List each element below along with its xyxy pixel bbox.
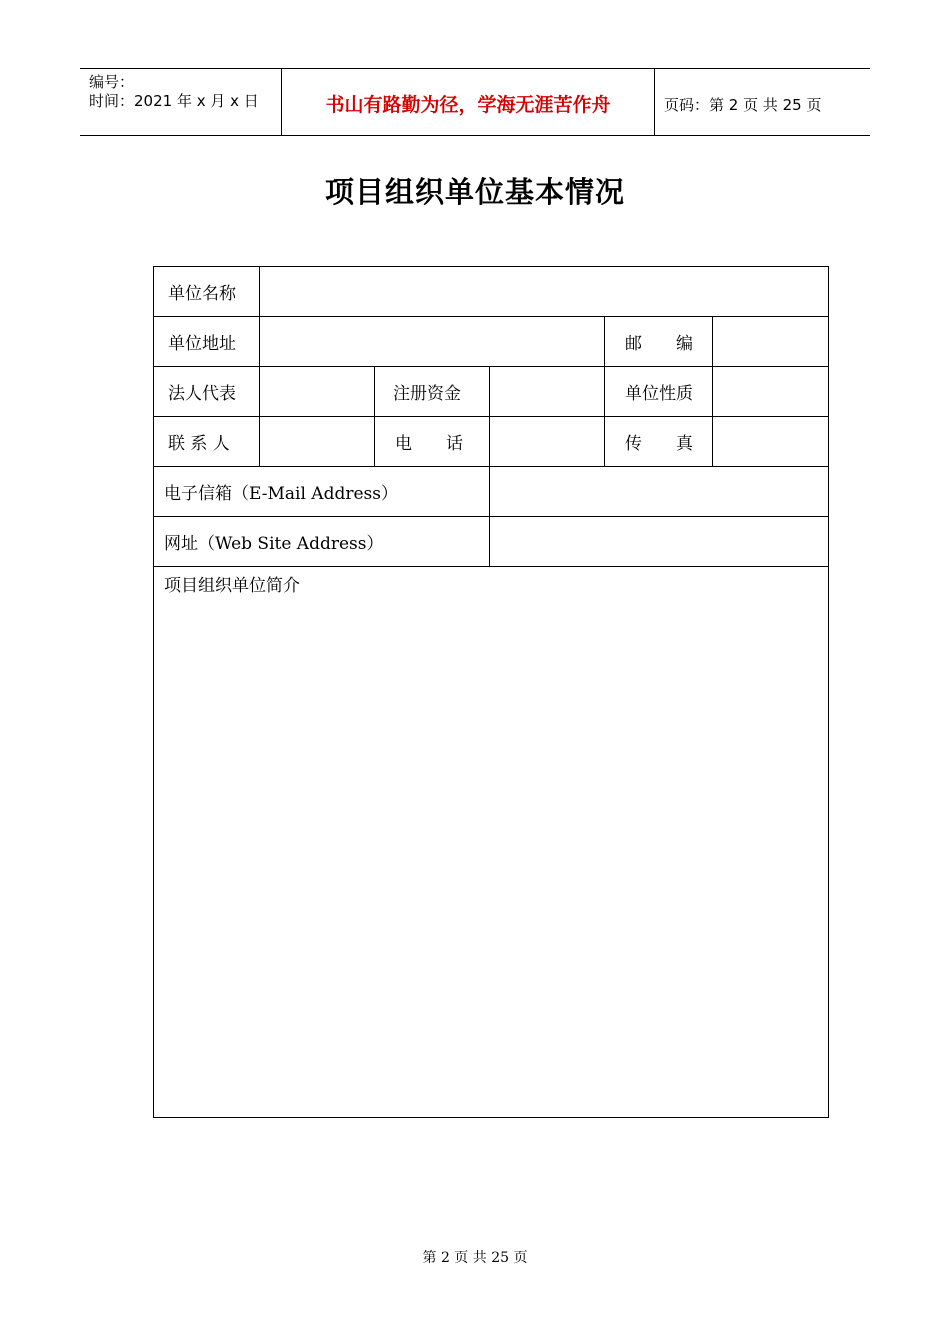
unit-info-table [153,266,829,1118]
intro-area[interactable] [154,567,829,1118]
header-bottom-rule [80,135,870,136]
unit-nature-field[interactable] [713,367,829,417]
page-title: 项目组织单位基本情况 [324,175,625,209]
table-row [154,567,829,1118]
table-row [154,517,829,567]
website-label: 网址（Web Site Address） [154,517,490,567]
phone-field[interactable] [490,417,605,467]
email-field[interactable] [490,467,829,517]
table-row [154,467,829,517]
fax-field[interactable] [713,417,829,467]
table-row [154,417,829,467]
website-field[interactable] [490,517,829,567]
serial-label: 编号： [89,73,135,91]
contact-field[interactable] [260,417,375,467]
unit-nature-label: 单位性质 [605,367,713,417]
header-divider [281,68,282,136]
table-row [154,367,829,417]
registered-capital-label: 注册资金 [375,367,490,417]
unit-name-field[interactable] [260,267,829,317]
date-label: 时间：2021 年 x 月 x 日 [89,92,259,110]
fax-label: 传 真 [605,417,713,467]
postcode-label: 邮 编 [605,317,713,367]
table-row [154,317,829,367]
unit-name-label: 单位名称 [154,267,260,317]
unit-address-label: 单位地址 [154,317,260,367]
page-footer: 第 2 页 共 25 页 [422,1250,528,1266]
unit-address-field[interactable] [260,317,605,367]
header-motto: 书山有路勤为径，学海无涯苦作舟 [325,94,611,116]
table-row [154,267,829,317]
intro-label: 项目组织单位简介 [164,576,300,596]
page-label: 页码：第 2 页 共 25 页 [664,96,822,114]
registered-capital-field[interactable] [490,367,605,417]
header-divider [654,68,655,136]
postcode-field[interactable] [713,317,829,367]
legal-rep-field[interactable] [260,367,375,417]
legal-rep-label: 法人代表 [154,367,260,417]
contact-label: 联 系 人 [154,417,260,467]
phone-label: 电 话 [375,417,490,467]
email-label: 电子信箱（E-Mail Address） [154,467,490,517]
header-top-rule [80,68,870,69]
